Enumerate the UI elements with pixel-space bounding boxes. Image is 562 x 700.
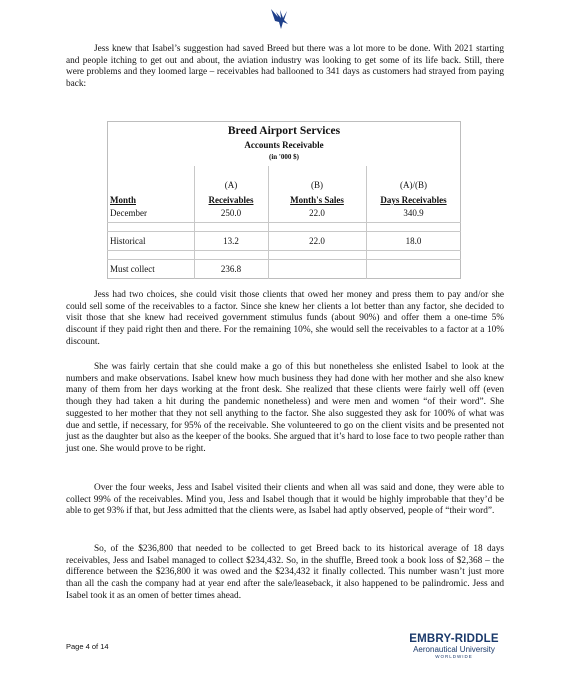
column-tag-b: (B): [311, 180, 323, 190]
table-divider: [107, 222, 461, 223]
row-december-sales: 22.0: [309, 208, 325, 218]
table-divider: [107, 231, 461, 232]
paragraph-two-choices: Jess had two choices, she could visit those clients that owed her money and press them to pay and/or she could sell some of the receivables to a factor. Since she knew her clients a lot better than any factor, she decided to visit those that she knew had received government stimulus funds (about 90%) and offer them a one-time 5% discount if they paid right then and there. For the remaining 10%, she would sell the receivables to a factor at a 10% discount.: [66, 290, 504, 347]
column-tag-ab: (A)/(B): [400, 180, 427, 190]
row-historical-receivables: 13.2: [223, 236, 239, 246]
row-historical-month: Historical: [110, 236, 146, 246]
row-december-days: 340.9: [403, 208, 424, 218]
paragraph-isabel-observations: She was fairly certain that she could make a go of this but nonetheless she enlisted Isabel to look at the numbers and make observations. Isabel knew how much business they had done with her mother and she also knew many of them from her days working at the front desk. She realized that these clients were fairly well off (even though they had taken a hit during the pandemic nonetheless) and were men and women “of their word”. She suggested to her mother that they not sell anything to the factor. She also suggested they ask for 100% of what was due and settle, if necessary, for 95% of the receivable. She volunteered to go on the client visits and be presented not just as the daughter but also as the keeper of the books. She argued that it’s hard to lose face to two people rather than just one. She would prove to be right.: [66, 362, 504, 454]
eagle-icon: [268, 6, 294, 32]
header-months-sales: Month's Sales: [290, 195, 344, 205]
paragraph-intro: Jess knew that Isabel’s suggestion had saved Breed but there was a lot more to be done. With 2021 starting and people itching to get out and about, the aviation industry was looking to get some of its life back. Still, there were problems and they loomed large – receivables had ballooned to 341 days as customers had strayed from paying back:: [66, 44, 504, 90]
row-december-month: December: [110, 208, 147, 218]
brand-tagline: WORLDWIDE: [435, 654, 473, 659]
university-logo: [398, 633, 510, 659]
header-receivables: Receivables: [208, 195, 254, 205]
row-must-collect-receivables: 236.8: [220, 264, 242, 274]
column-tag-a: (A): [224, 180, 238, 190]
brand-name: EMBRY-RIDDLE: [409, 633, 499, 645]
page-number: Page 4 of 14: [66, 642, 109, 651]
row-must-collect-month: Must collect: [110, 264, 155, 274]
header-days-receivables: Days Receivables: [380, 195, 447, 205]
row-historical-days: 18.0: [405, 236, 422, 246]
row-december-receivables: 250.0: [220, 208, 242, 218]
table-subtitle: Accounts Receivable: [244, 140, 324, 150]
table-title: Breed Airport Services: [227, 125, 341, 137]
paragraph-book-loss: So, of the $236,800 that needed to be collected to get Breed back to its historical average of 18 days receivables, Jess and Isabel managed to collect $234,432. So, in the shuffle, Breed took a book loss of $2,368 – the difference between the $236,800 it was owed and the $234,432 it finally collected. This number wasn’t just more than all the cash the company had at year end after the sale/leaseback, it also happened to be palindromic. Jess and Isabel took it as an omen of better times ahead.: [66, 544, 504, 601]
paragraph-four-weeks: Over the four weeks, Jess and Isabel visited their clients and when all was said and done, they were able to collect 99% of the receivables. Mind you, Jess and Isabel though that it would be highly improbable that they’d be able to get 93% if that, but Jess admitted that the clients were, as Isabel had aptly observed, people of “their word”.: [66, 483, 504, 517]
table-divider: [107, 250, 461, 251]
brand-subtitle: Aeronautical University: [413, 645, 495, 654]
table-divider: [107, 259, 461, 260]
row-historical-sales: 22.0: [309, 236, 325, 246]
table-unit: (in '000 $): [269, 153, 299, 161]
header-month: Month: [110, 195, 137, 205]
